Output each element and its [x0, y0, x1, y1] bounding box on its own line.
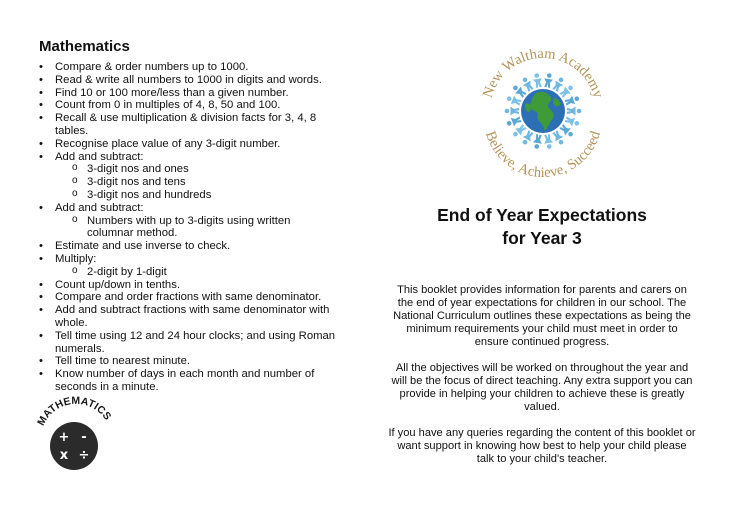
objective-subitem: o 3-digit nos and ones [72, 163, 339, 176]
mathematics-badge [33, 386, 115, 472]
objective-sublist [55, 266, 339, 279]
objective-subitem: o 2-digit by 1-digit [72, 266, 339, 279]
title-line-2: for Year 3 [502, 228, 582, 248]
objective-item [39, 240, 339, 253]
objective-item [39, 253, 339, 279]
logo-top-text: New Waltham Academy [479, 45, 607, 100]
objective-text: Compare and order fractions with same denominator. [55, 291, 322, 304]
objective-subitem: o 3-digit nos and tens [72, 176, 339, 189]
objective-text: Recall & use multiplication & division facts for 3, 4, 8 tables. [55, 112, 317, 137]
objective-item [39, 330, 339, 356]
section-title: Mathematics [39, 38, 130, 55]
objective-item [39, 87, 339, 100]
badge-arc-text: MATHEMATICS [35, 394, 114, 428]
objective-item [39, 61, 339, 74]
badge-circle [50, 422, 98, 470]
minus-symbol: - [81, 430, 87, 445]
objective-text: Read & write all numbers to 1000 in digits and words. [55, 73, 322, 86]
objective-item [39, 355, 339, 368]
figure-icon [520, 130, 535, 147]
objective-item [39, 304, 339, 330]
divide-symbol: ÷ [78, 448, 90, 463]
intro-paragraph-3: If you have any queries regarding the content of this booklet or want support in knowing how best to help your child please talk to your child's teacher. [388, 427, 696, 465]
objective-text: Count up/down in tenths. [55, 278, 180, 291]
figure-icon [505, 115, 522, 128]
objective-text: Multiply: [55, 252, 97, 265]
figure-icon [551, 76, 566, 93]
objective-item [39, 74, 339, 87]
times-symbol: x [59, 448, 69, 463]
figure-icon [505, 94, 522, 107]
objective-subitem: o Numbers with up to 3-digits using written columnar method. [72, 215, 339, 241]
school-logo [470, 38, 616, 184]
booklet-title [388, 204, 696, 250]
figure-icon [532, 134, 543, 150]
objective-text: Estimate and use inverse to check. [55, 240, 231, 253]
globe-icon [521, 89, 565, 133]
objective-text: Tell time to nearest minute. [55, 355, 190, 368]
objective-text: Compare & order numbers up to 1000. [55, 61, 249, 73]
objective-text: Add and subtract: [55, 150, 144, 163]
figure-icon [532, 73, 543, 89]
figure-icon [564, 94, 581, 107]
intro-paragraph-1: This booklet provides information for parents and carers on the end of year expectations for children in our school. The National Curriculum outlines these expectations as being the minimum requirements your child must meet in order to ensure continued progress. [393, 284, 691, 348]
objective-item [39, 151, 339, 202]
intro-text [388, 284, 696, 479]
objective-subitem: o 3-digit nos and hundreds [72, 189, 339, 202]
objective-item [39, 112, 339, 138]
figure-icon [564, 115, 581, 128]
plus-symbol: + [58, 430, 70, 445]
objective-sublist [55, 215, 339, 241]
title-line-1: End of Year Expectations [437, 205, 647, 225]
figure-icon [543, 134, 554, 150]
objective-text: Know number of days in each month and number of seconds in a minute. [55, 368, 315, 393]
objective-item [39, 291, 339, 304]
objective-text: Count from 0 in multiples of 4, 8, 50 and 100. [55, 99, 281, 112]
figure-icon [520, 76, 535, 93]
intro-paragraph-2: All the objectives will be worked on throughout the year and will be the focus of direct teaching. Any extra support you can provide in helping your children to achieve these is greatly valued. [391, 362, 693, 413]
objective-sublist [55, 163, 339, 201]
left-column [39, 38, 339, 394]
objective-text: Tell time using 12 and 24 hour clocks; and using Roman numerals. [55, 329, 336, 355]
objective-item [39, 279, 339, 292]
objective-text: Add and subtract fractions with same denominator with whole. [55, 304, 330, 329]
objective-text: Add and subtract: [55, 201, 144, 214]
objective-item [39, 202, 339, 240]
objective-text: Recognise place value of any 3-digit number. [55, 137, 281, 150]
objective-item [39, 138, 339, 151]
figure-icon [551, 130, 566, 147]
objective-text: Find 10 or 100 more/less than a given number. [55, 86, 289, 99]
objectives-list [39, 61, 339, 394]
figure-icon [543, 73, 554, 89]
objective-item [39, 99, 339, 112]
figure-icon [567, 107, 581, 116]
figure-icon [505, 107, 519, 116]
logo-bottom-text: Believe, Achieve, Succeed [481, 129, 604, 182]
